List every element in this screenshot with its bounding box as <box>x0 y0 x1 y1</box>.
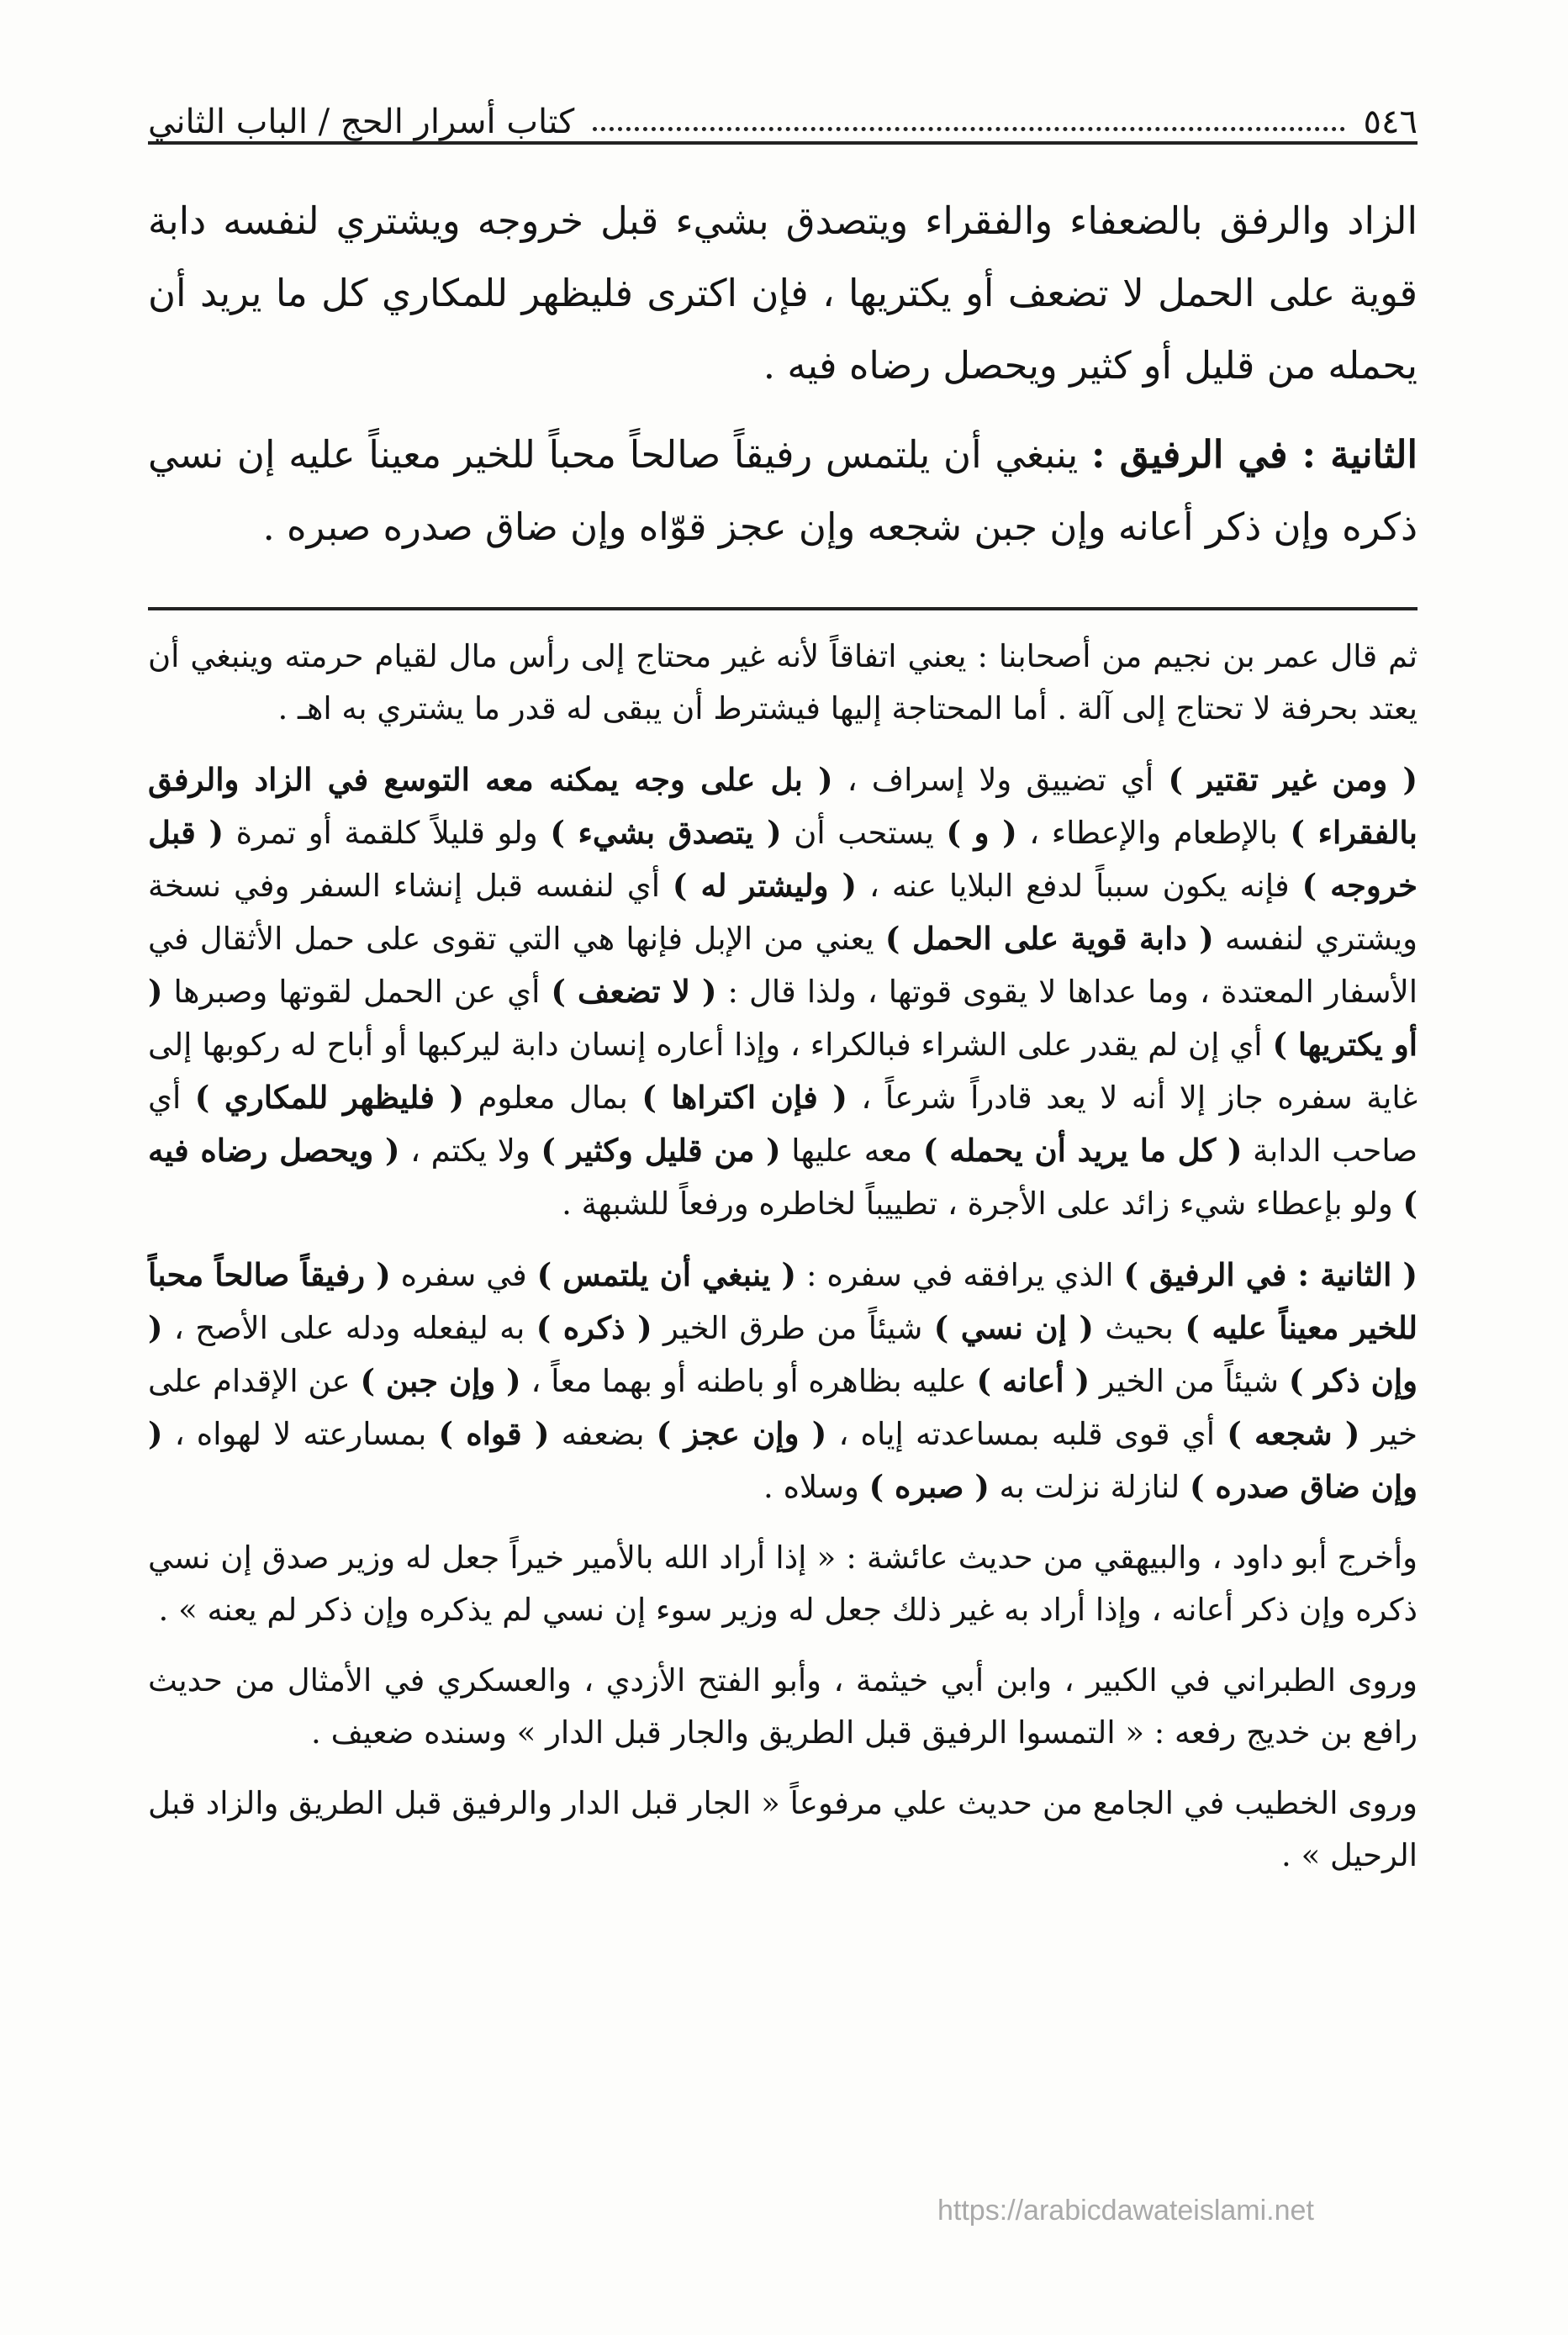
commentary-text: وسلاه . <box>763 1469 869 1505</box>
commentary-text: ولو بإعطاء شيء زائد على الأجرة ، تطييباً لخاطره ورفعاً للشبهة . <box>562 1186 1403 1222</box>
quoted-matn-phrase: ( و ) <box>946 814 1017 851</box>
main-paragraph-2 <box>148 419 1418 563</box>
quoted-matn-phrase: ( يتصدق بشيء ) <box>550 814 782 851</box>
quoted-matn-phrase: ( فإن اكتراها ) <box>641 1079 847 1116</box>
commentary-text: أي تضييق ولا إسراف ، <box>832 762 1169 798</box>
quoted-matn-phrase: ( الثانية : في الرفيق ) <box>1123 1256 1418 1293</box>
commentary-text: في سفره <box>390 1257 537 1293</box>
main-text <box>148 185 1418 563</box>
commentary-paragraph-1: ثم قال عمر بن نجيم من أصحابنا : يعني اتفاقاً لأنه غير محتاج إلى رأس مال لقيام حرمته وينبغي أن يعتد بحرفة لا تحتاج إلى آلة . أما المحتاجة إليها فيشترط أن يبقى له قدر ما يشتري به اهـ . <box>148 638 1418 726</box>
quoted-matn-phrase: ( ذكره ) <box>536 1309 652 1346</box>
commentary-text: أي إن لم يقدر على الشراء فبالكراء ، وإذا أعاره إنسان دابة ليركبها أو أباح له ركوبها إلى غاية سفره جاز إلا أنه لا يعد قادراً شرعاً ، <box>148 1027 1418 1116</box>
quoted-matn-phrase: ( أو يكتريها ) <box>148 973 1418 1063</box>
commentary-paragraph-4: وأخرج أبو داود ، والبيهقي من حديث عائشة : « إذا أراد الله بالأمير خيراً جعل له وزير صدق إن نسي ذكره وإن ذكر أعانه ، وإذا أراد به غير ذلك جعل له وزير سوء إن نسي لم يذكره وإن ذكر لم يعنه » . <box>148 1540 1418 1628</box>
quoted-matn-phrase: ( وليشتر له ) <box>672 867 858 904</box>
quoted-matn-phrase: ( وإن ضاق صدره ) <box>148 1415 1418 1505</box>
commentary-text: بالإطعام والإعطاء ، <box>1016 815 1291 851</box>
commentary-paragraph-5: وروى الطبراني في الكبير ، وابن أبي خيثمة ، وأبو الفتح الأزدي ، والعسكري في الأمثال من حديث رافع بن خديج رفعه : « التمسوا الرفيق قبل الطريق والجار قبل الدار » وسنده ضعيف . <box>148 1662 1418 1751</box>
quoted-matn-phrase: ( ينبغي أن يلتمس ) <box>536 1256 797 1293</box>
commentary-text: لنازلة نزلت به <box>989 1469 1191 1505</box>
quoted-matn-phrase: ( من قليل وكثير ) <box>541 1132 781 1169</box>
commentary-text: يعني من الإبل فإنها هي التي تقوى على حمل الأثقال في الأسفار المعتدة ، وما عداها لا يقوى قوتها ، ولذا قال : <box>148 921 1418 1010</box>
commentary-text: أي عن الحمل لقوتها وصبرها <box>162 974 552 1010</box>
footnote-divider <box>148 607 1418 610</box>
commentary <box>148 631 1418 1882</box>
section-heading-rafiq: الثانية : في الرفيق : <box>1090 432 1418 477</box>
commentary-text: أي لنفسه قبل إنشاء السفر وفي نسخة ويشتري لنفسه <box>148 868 1418 957</box>
commentary-text: عليه بظاهره أو باطنه أو بهما معاً ، <box>520 1363 977 1399</box>
quoted-matn-phrase: ( شجعه ) <box>1227 1415 1360 1452</box>
commentary-paragraph-6: وروى الخطيب في الجامع من حديث علي مرفوعاً « الجار قبل الدار والرفيق قبل الطريق والزاد قبل الرحيل » . <box>148 1785 1418 1873</box>
commentary-text: بمسارعته لا لهواه ، <box>162 1416 439 1452</box>
quoted-matn-phrase: ( رفيقاً صالحاً محباً للخير معيناً عليه ) <box>148 1256 1418 1346</box>
commentary-paragraph-2 <box>148 753 1418 1230</box>
quoted-matn-phrase: ( إن نسي ) <box>933 1309 1094 1346</box>
commentary-text: بمال معلوم <box>464 1080 642 1116</box>
commentary-text: شيئاً من الخير <box>1090 1363 1289 1399</box>
commentary-text: أي صاحب الدابة <box>148 1080 1418 1169</box>
quoted-matn-phrase: ( فليظهر للمكاري ) <box>194 1079 465 1116</box>
header-dotted-leader <box>593 126 1344 131</box>
quoted-matn-phrase: ( صبره ) <box>868 1468 990 1505</box>
quoted-matn-phrase: ( لا تضعف ) <box>551 973 717 1010</box>
commentary-text: الذي يرافقه في سفره : <box>796 1257 1124 1293</box>
quoted-matn-phrase: ( دابة قوية على الحمل ) <box>884 920 1214 957</box>
page-header <box>148 74 1418 145</box>
quoted-matn-phrase: ( ويحصل رضاه فيه ) <box>148 1132 1418 1222</box>
quoted-matn-phrase: ( ومن غير تقتير ) <box>1168 761 1418 798</box>
commentary-text: فإنه يكون سبباً لدفع البلايا عنه ، <box>857 868 1302 904</box>
quoted-matn-phrase: ( وإن جبن ) <box>360 1362 521 1399</box>
commentary-text: معه عليها <box>780 1133 923 1169</box>
commentary-text: به ليفعله ودله على الأصح ، <box>162 1310 536 1346</box>
commentary-text: أي قوى قلبه بمساعدته إياه ، <box>826 1416 1227 1452</box>
page-number: ٥٤٦ <box>1363 103 1418 141</box>
commentary-paragraph-3 <box>148 1249 1418 1514</box>
main-paragraph-1: الزاد والرفق بالضعفاء والفقراء ويتصدق بشيء قبل خروجه ويشتري لنفسه دابة قوية على الحمل لا تضعف أو يكتريها ، فإن اكترى فليظهر للمكاري كل ما يريد أن يحمله من قليل أو كثير ويحصل رضاه فيه . <box>148 198 1418 388</box>
quoted-matn-phrase: ( وإن عجز ) <box>656 1415 827 1452</box>
watermark-url: https://arabicdawateislami.net <box>937 2195 1314 2227</box>
commentary-text: شيئاً من طرق الخير <box>652 1310 934 1346</box>
quoted-matn-phrase: ( أعانه ) <box>976 1362 1090 1399</box>
commentary-text: عن الإقدام على خير <box>148 1363 1418 1452</box>
commentary-text: بحيث <box>1093 1310 1185 1346</box>
quoted-matn-phrase: ( كل ما يريد أن يحمله ) <box>922 1132 1243 1169</box>
quoted-matn-phrase: ( وإن ذكر ) <box>148 1309 1418 1399</box>
quoted-matn-phrase: ( قواه ) <box>438 1415 550 1452</box>
commentary-text: ولا يكتم ، <box>399 1133 541 1169</box>
commentary-text: ولو قليلاً كلقمة أو تمرة <box>224 815 551 851</box>
running-title: كتاب أسرار الحج / الباب الثاني <box>148 103 575 141</box>
book-page <box>148 74 1418 1900</box>
quoted-matn-phrase: ( قبل خروجه ) <box>148 814 1418 904</box>
main-paragraph-2-text: ينبغي أن يلتمس رفيقاً صالحاً محباً للخير معيناً عليه إن نسي ذكره وإن ذكر أعانه وإن جبن شجعه وإن عجز قوّاه وإن ضاق صدره صبره . <box>148 432 1418 549</box>
quoted-matn-phrase: ( بل على وجه يمكنه معه التوسع في الزاد والرفق بالفقراء ) <box>148 761 1418 851</box>
commentary-text: بضعفه <box>549 1416 657 1452</box>
commentary-text: يستحب أن <box>781 815 947 851</box>
